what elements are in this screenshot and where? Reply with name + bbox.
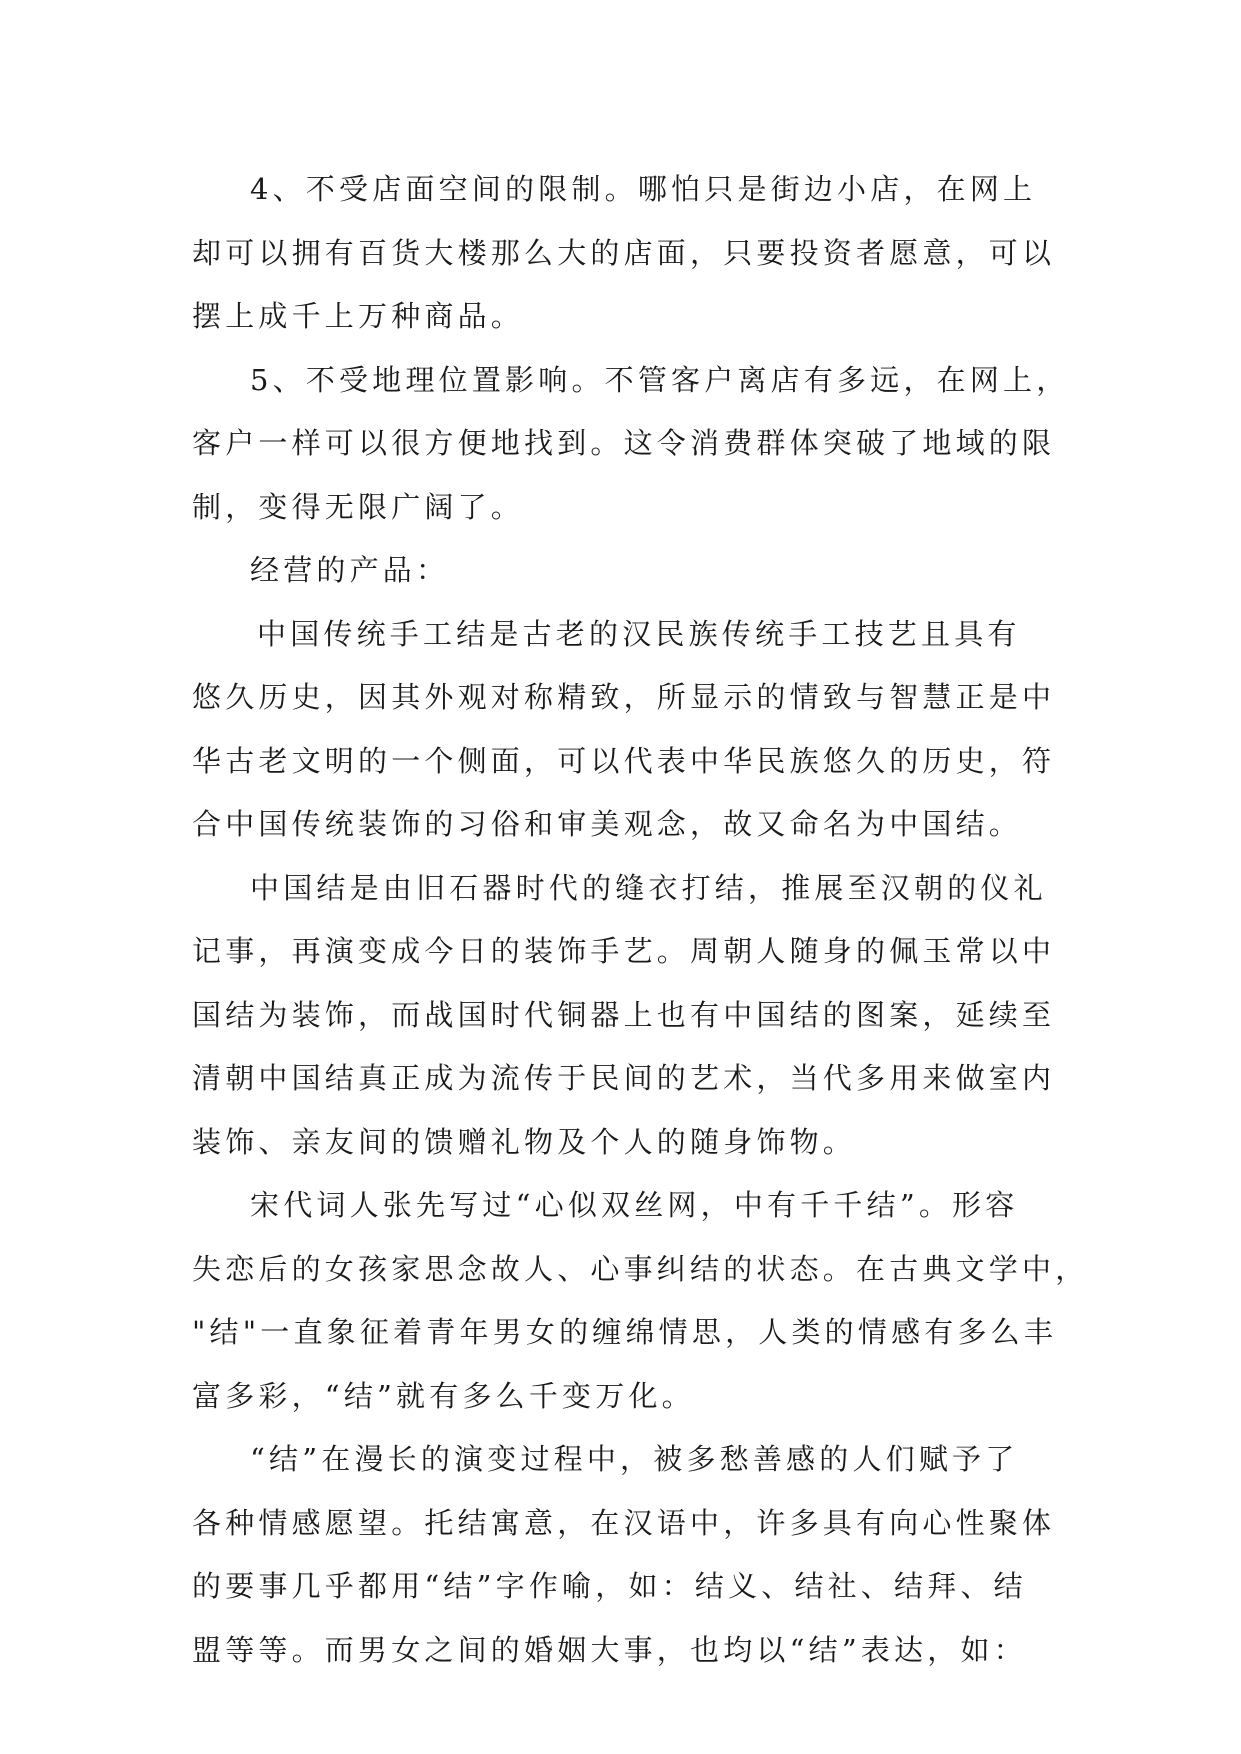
paragraph-7	[192, 1428, 1056, 1682]
text-line: 宋代词人张先写过“心似双丝网，中有千千结”。形容	[250, 1188, 1019, 1222]
paragraph-6	[192, 1174, 1089, 1428]
body-text	[192, 158, 1089, 1682]
text-line: 清朝中国结真正成为流传于民间的艺术，当代多用来做室内	[192, 1061, 1056, 1095]
text-line: 4、不受店面空间的限制。哪怕只是街边小店，在网上	[250, 172, 1037, 206]
text-line: 摆上成千上万种商品。	[192, 299, 525, 333]
paragraph-4	[192, 603, 1056, 857]
text-line: 国结为装饰，而战国时代铜器上也有中国结的图案，延续至	[192, 997, 1056, 1032]
section-heading: 经营的产品：	[250, 553, 450, 587]
text-line: 合中国传统装饰的习俗和审美观念，故又命名为中国结。	[192, 807, 1023, 841]
text-line: 制，变得无限广阔了。	[192, 489, 525, 524]
text-line: 却可以拥有百货大楼那么大的店面，只要投资者愿意，可以	[192, 235, 1056, 270]
text-line: 悠久历史，因其外观对称精致，所显示的情致与智慧正是中	[192, 680, 1056, 714]
paragraph-1	[192, 158, 1056, 349]
paragraph-2	[192, 349, 1070, 540]
text-line: 中国传统手工结是古老的汉民族传统手工技艺且具有	[257, 616, 1021, 651]
text-line: 盟等等。而男女之间的婚姻大事，也均以“结”表达，如：	[192, 1632, 1027, 1667]
paragraph-5	[192, 857, 1056, 1175]
text-line: 各种情感愿望。托结寓意，在汉语中，许多具有向心性聚体	[192, 1505, 1056, 1540]
text-line: 5、不受地理位置影响。不管客户离店有多远，在网上，	[250, 362, 1070, 397]
text-line: “结”在漫长的演变过程中，被多愁善感的人们赋予了	[250, 1442, 1019, 1476]
text-line: 中国结是由旧石器时代的缝衣打结，推展至汉朝的仪礼	[250, 870, 1047, 905]
text-line: 富多彩，“结”就有多么千变万化。	[192, 1378, 695, 1413]
text-line: 失恋后的女孩家思念故人、心事纠结的状态。在古典文学中，	[192, 1251, 1089, 1286]
text-line: "结"一直象征着青年男女的缠绵情思，人类的情感有多么丰	[192, 1315, 1058, 1349]
text-line: 记事，再演变成今日的装饰手艺。周朝人随身的佩玉常以中	[192, 934, 1056, 968]
text-line: 客户一样可以很方便地找到。这令消费群体突破了地域的限	[192, 426, 1056, 460]
text-line: 华古老文明的一个侧面，可以代表中华民族悠久的历史，符	[192, 743, 1056, 778]
text-line: 装饰、亲友间的馈赠礼物及个人的随身饰物。	[192, 1124, 857, 1159]
text-line: 的要事几乎都用“结”字作喻，如：结义、结社、结拜、结	[192, 1569, 1027, 1603]
paragraph-3	[192, 539, 1048, 603]
